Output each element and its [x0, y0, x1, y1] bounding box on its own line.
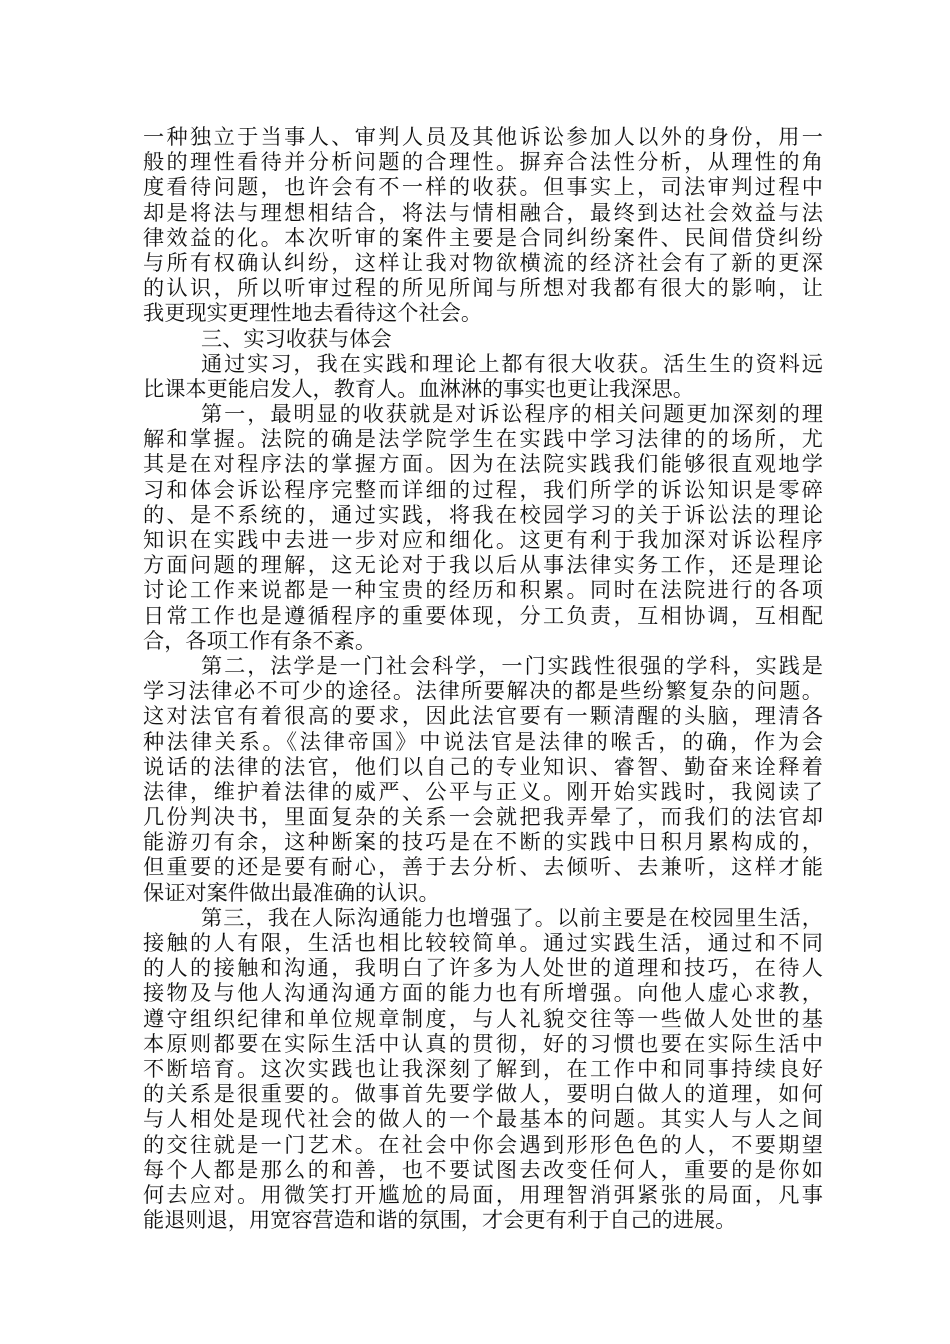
text-line: 却是将法与理想相结合，将法与情相融合，最终到达社会效益与法: [143, 199, 823, 225]
text-line: 遵守组织纪律和单位规章制度，与人礼貌交往等一些做人处世的基: [143, 1005, 823, 1031]
text-line: 第二，法学是一门社会科学，一门实践性很强的学科，实践是: [201, 652, 823, 678]
text-line: 度看待问题，也许会有不一样的收获。但事实上，司法审判过程中: [143, 174, 823, 200]
text-line: 的交往就是一门艺术。在社会中你会遇到形形色色的人，不要期望: [143, 1131, 823, 1157]
text-line: 能游刃有余，这种断案的技巧是在不断的实践中日积月累构成的，: [143, 829, 823, 855]
text-line: 三、实习收获与体会: [201, 325, 392, 351]
text-line: 第三，我在人际沟通能力也增强了。以前主要是在校园里生活，: [201, 904, 823, 930]
text-line: 一种独立于当事人、审判人员及其他诉讼参加人以外的身份，用一: [143, 124, 823, 149]
text-line: 说话的法律的法官，他们以自己的专业知识、睿智、勤奋来诠释着: [143, 753, 823, 779]
text-line: 与所有权确认纠纷，这样让我对物欲横流的经济社会有了新的更深: [143, 249, 823, 275]
text-line: 第一，最明显的收获就是对诉讼程序的相关问题更加深刻的理: [201, 401, 823, 427]
text-line: 日常工作也是遵循程序的重要体现，分工负责，互相协调，互相配: [143, 602, 823, 628]
text-line: 解和掌握。法院的确是法学院学生在实践中学习法律的的场所，尤: [143, 426, 823, 452]
text-line: 讨论工作来说都是一种宝贵的经历和积累。同时在法院进行的各项: [143, 577, 823, 603]
text-line: 本原则都要在实际生活中认真的贯彻，好的习惯也要在实际生活中: [143, 1030, 823, 1056]
text-line: 这对法官有着很高的要求，因此法官要有一颗清醒的头脑，理清各: [143, 703, 823, 729]
text-line: 接触的人有限，生活也相比较较简单。通过实践生活，通过和不同: [143, 930, 823, 955]
text-line: 律效益的化。本次听审的案件主要是合同纠纷案件、民间借贷纠纷: [143, 224, 823, 250]
text-line: 不断培育。这次实践也让我深刻了解到，在工作中和同事持续良好: [143, 1055, 823, 1081]
text-line: 但重要的还是要有耐心，善于去分析、去倾听、去兼听，这样才能: [143, 854, 823, 880]
text-line: 能退则退，用宽容营造和谐的氛围，才会更有利于自己的进展。: [143, 1207, 737, 1233]
text-line: 与人相处是现代社会的做人的一个最基本的问题。其实人与人之间: [143, 1106, 823, 1132]
text-line: 通过实习，我在实践和理论上都有很大收获。活生生的资料远: [201, 350, 823, 376]
paragraph: [143, 401, 823, 653]
text-line: 的认识，所以听审过程的所见所闻与所想对我都有很大的影响，让: [143, 275, 823, 301]
section-heading: [143, 326, 823, 351]
text-line: 的关系是很重要的。做事首先要学做人，要明白做人的道理，如何: [143, 1081, 823, 1107]
text-line: 法律，维护着法律的威严、公平与正义。刚开始实践时，我阅读了: [143, 778, 823, 804]
text-line: 的人的接触和沟通，我明白了许多为人处世的道理和技巧，在待人: [143, 955, 823, 981]
paragraph: [143, 351, 823, 401]
text-line: 习和体会诉讼程序完整而详细的过程，我们所学的诉讼知识是零碎: [143, 476, 823, 502]
text-line: 知识在实践中去进一步对应和细化。这更有利于我加深对诉讼程序: [143, 527, 823, 552]
text-line: 其是在对程序法的掌握方面。因为在法院实践我们能够很直观地学: [143, 451, 823, 477]
text-line: 每个人都是那么的和善，也不要试图去改变任何人，重要的是你如: [143, 1156, 823, 1182]
text-line: 接物及与他人沟通沟通方面的能力也有所增强。向他人虚心求教，: [143, 980, 823, 1006]
paragraph: [143, 905, 823, 1232]
text-line: 比课本更能启发人，教育人。血淋淋的事实也更让我深思。: [143, 375, 694, 401]
text-line: 般的理性看待并分析问题的合理性。摒弃合法性分析，从理性的角: [143, 149, 823, 175]
text-line: 方面问题的理解，这无论对于我以后从事法律实务工作，还是理论: [143, 552, 823, 578]
text-line: 我更现实更理性地去看待这个社会。: [143, 300, 483, 326]
document-body: [143, 124, 823, 1232]
text-line: 何去应对。用微笑打开尴尬的局面，用理智消弭紧张的局面，凡事: [143, 1181, 823, 1207]
text-line: 合，各项工作有条不紊。: [143, 627, 377, 653]
text-line: 种法律关系。《法律帝国》中说法官是法律的喉舌，的确，作为会: [143, 728, 823, 754]
paragraph: [143, 124, 823, 326]
paragraph: [143, 653, 823, 905]
text-line: 几份判决书，里面复杂的关系一会就把我弄晕了，而我们的法官却: [143, 804, 823, 830]
text-line: 学习法律必不可少的途径。法律所要解决的都是些纷繁复杂的问题。: [143, 678, 823, 704]
text-line: 的、是不系统的，通过实践，将我在校园学习的关于诉讼法的理论: [143, 501, 823, 527]
text-line: 保证对案件做出最准确的认识。: [143, 879, 440, 905]
